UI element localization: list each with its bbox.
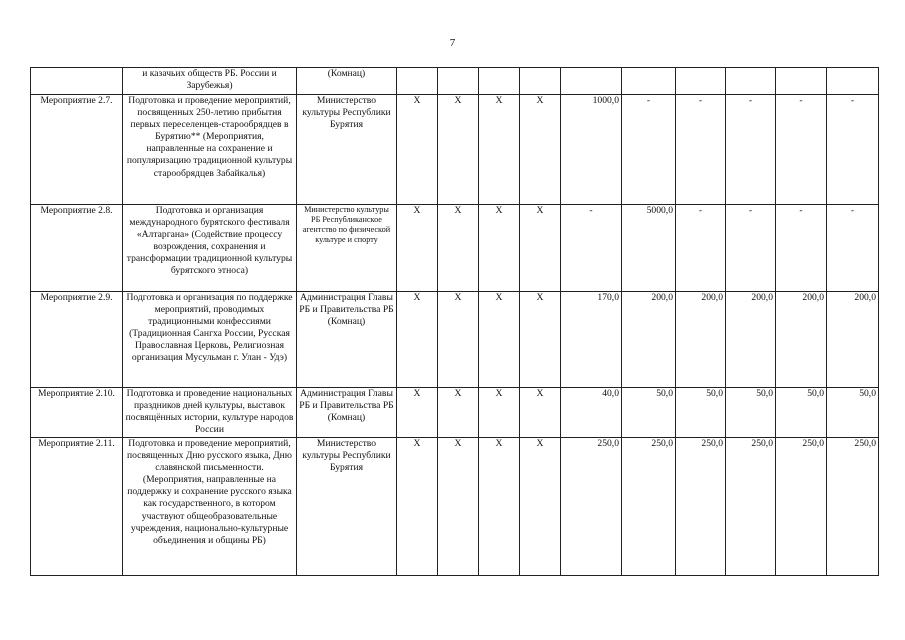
table-row (31, 95, 879, 205)
funding-value-cell: 50,0 (776, 388, 827, 438)
funding-value-cell: - (726, 205, 776, 292)
code-cell: X (479, 388, 520, 438)
code-cell: X (438, 205, 479, 292)
event-name-cell: Подготовка и проведение мероприятий, посвященных 250-летию прибытия первых переселенцев-старообрядцев в Бурятию** (Мероприятия, направленные на сохранение и популяризацию традиционной культуры старообрядцев Забайкалья) (123, 95, 297, 205)
funding-value-cell: 50,0 (726, 388, 776, 438)
event-id-cell: Мероприятие 2.10. (31, 388, 123, 438)
funding-value-cell (726, 68, 776, 95)
funding-value-cell (676, 68, 726, 95)
code-cell: X (438, 95, 479, 205)
table-row (31, 68, 879, 95)
code-cell: X (479, 292, 520, 388)
table-row (31, 438, 879, 576)
event-name-cell: Подготовка и организация по поддержке мероприятий, проводимых традиционными конфессиями (Традиционная Сангха России, Русская Православная Церковь, Религиозная организация Мусульман г. Улан - Удэ) (123, 292, 297, 388)
event-name-cell: Подготовка и организация международного бурятского фестиваля «Алтаргана» (Содействие процессу возрождения, сохранения и трансформации традиционной культуры бурятского этноса) (123, 205, 297, 292)
funding-value-cell: - (676, 95, 726, 205)
code-cell (520, 68, 561, 95)
code-cell: X (520, 438, 561, 576)
event-id-cell: Мероприятие 2.11. (31, 438, 123, 576)
code-cell: X (397, 388, 438, 438)
responsible-org-cell: (Комнац) (297, 68, 397, 95)
funding-value-cell: 250,0 (561, 438, 622, 576)
code-cell: X (479, 95, 520, 205)
code-cell: X (397, 292, 438, 388)
code-cell: X (438, 438, 479, 576)
funding-value-cell: - (827, 95, 879, 205)
code-cell: X (520, 95, 561, 205)
code-cell: X (520, 292, 561, 388)
funding-value-cell (561, 68, 622, 95)
funding-value-cell: - (561, 205, 622, 292)
funding-value-cell: - (622, 95, 676, 205)
code-cell (479, 68, 520, 95)
event-id-cell: Мероприятие 2.7. (31, 95, 123, 205)
code-cell: X (479, 438, 520, 576)
funding-value-cell: 250,0 (827, 438, 879, 576)
code-cell (397, 68, 438, 95)
funding-value-cell: - (676, 205, 726, 292)
funding-value-cell: 200,0 (676, 292, 726, 388)
funding-value-cell: 200,0 (776, 292, 827, 388)
funding-value-cell: 40,0 (561, 388, 622, 438)
table-row (31, 292, 879, 388)
responsible-org-cell: Министерство культуры Республики Бурятия (297, 438, 397, 576)
funding-value-cell: - (726, 95, 776, 205)
funding-value-cell: - (776, 205, 827, 292)
funding-value-cell: - (776, 95, 827, 205)
event-id-cell: Мероприятие 2.8. (31, 205, 123, 292)
responsible-org-cell: Министерство культуры Республики Бурятия (297, 95, 397, 205)
code-cell: X (438, 388, 479, 438)
funding-value-cell: 200,0 (726, 292, 776, 388)
funding-value-cell: 250,0 (726, 438, 776, 576)
funding-value-cell: 1000,0 (561, 95, 622, 205)
funding-value-cell: 250,0 (676, 438, 726, 576)
funding-value-cell: 250,0 (622, 438, 676, 576)
funding-value-cell: 200,0 (622, 292, 676, 388)
code-cell: X (479, 205, 520, 292)
page-number: 7 (449, 37, 456, 49)
code-cell (438, 68, 479, 95)
funding-value-cell: 250,0 (776, 438, 827, 576)
code-cell: X (438, 292, 479, 388)
funding-value-cell: 50,0 (827, 388, 879, 438)
table-row (31, 388, 879, 438)
funding-value-cell (776, 68, 827, 95)
funding-value-cell: 5000,0 (622, 205, 676, 292)
funding-value-cell (622, 68, 676, 95)
code-cell: X (397, 438, 438, 576)
table-row (31, 205, 879, 292)
funding-value-cell (827, 68, 879, 95)
funding-value-cell: 200,0 (827, 292, 879, 388)
responsible-org-cell: Администрация Главы РБ и Правительства РБ (Комнац) (297, 292, 397, 388)
code-cell: X (520, 205, 561, 292)
program-events-table (30, 67, 879, 576)
responsible-org-cell: Администрация Главы РБ и Правительства РБ (Комнац) (297, 388, 397, 438)
funding-value-cell: 170,0 (561, 292, 622, 388)
funding-value-cell: 50,0 (622, 388, 676, 438)
funding-value-cell: - (827, 205, 879, 292)
code-cell: X (397, 95, 438, 205)
event-id-cell: Мероприятие 2.9. (31, 292, 123, 388)
event-name-cell: Подготовка и проведение национальных праздников дней культуры, выставок посвящённых истории, культуре народов России (123, 388, 297, 438)
event-name-cell: и казачьих обществ РБ. России и Зарубежья) (123, 68, 297, 95)
code-cell: X (397, 205, 438, 292)
responsible-org-cell: Министерство культуры РБ Республиканское агентство по физической культуре и спорту (297, 205, 397, 292)
event-name-cell: Подготовка и проведение мероприятий, посвященных Дню русского языка, Дню славянской письменности. (Мероприятия, направленные на поддержку и сохранение русского языка как государственного, в котором участвуют общеобразовательные учреждения, национально-культурные объединения и общины РБ) (123, 438, 297, 576)
funding-value-cell: 50,0 (676, 388, 726, 438)
code-cell: X (520, 388, 561, 438)
event-id-cell (31, 68, 123, 95)
